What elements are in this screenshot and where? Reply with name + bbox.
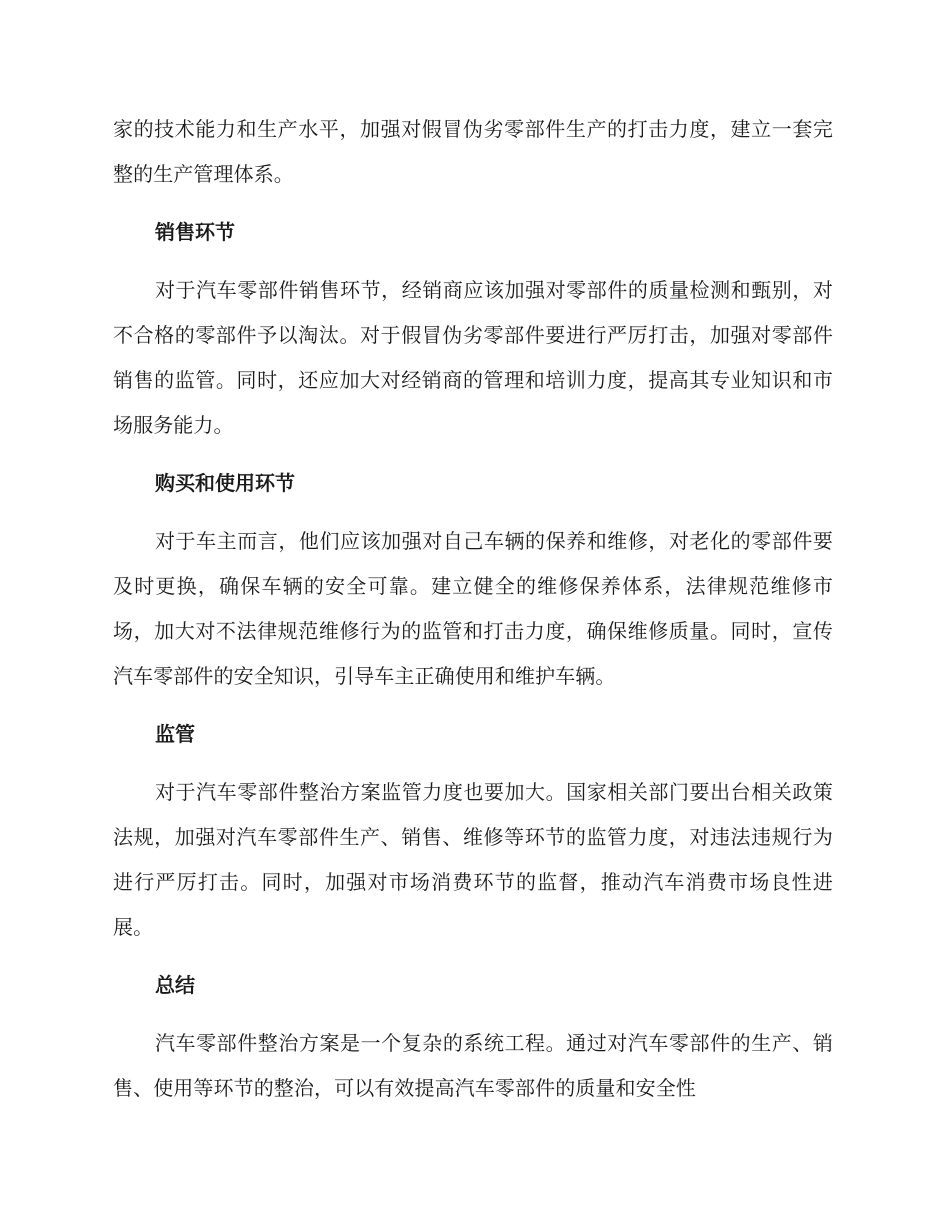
paragraph-production-continued: 家的技术能力和生产水平，加强对假冒伪劣零部件生产的打击力度，建立一套完整的生产管理体系。 [113,117,833,186]
paragraph-sales: 对于汽车零部件销售环节，经销商应该加强对零部件的质量检测和甄别，对不合格的零部件予以淘汰。对于假冒伪劣零部件要进行严厉打击，加强对零部件销售的监管。同时，还应加大对经销商的管理和培训力度，提高其专业知识和市场服务能力。 [113,278,833,437]
document-body [113,107,833,1111]
heading-supervision: 监管 [155,722,195,746]
heading-summary: 总结 [155,973,195,997]
paragraph-purchase-usage: 对于车主而言，他们应该加强对自己车辆的保养和维修，对老化的零部件要及时更换，确保车辆的安全可靠。建立健全的维修保养体系，法律规范维修市场，加大对不法律规范维修行为的监管和打击力度，确保维修质量。同时，宣传汽车零部件的安全知识，引导车主正确使用和维护车辆。 [113,529,833,688]
heading-sales: 销售环节 [155,220,235,244]
heading-purchase-usage: 购买和使用环节 [155,471,295,495]
paragraph-summary: 汽车零部件整治方案是一个复杂的系统工程。通过对汽车零部件的生产、销售、使用等环节的整治，可以有效提高汽车零部件的质量和安全性 [113,1031,833,1100]
paragraph-supervision: 对于汽车零部件整治方案监管力度也要加大。国家相关部门要出台相关政策法规，加强对汽车零部件生产、销售、维修等环节的监管力度，对违法违规行为进行严厉打击。同时，加强对市场消费环节的监督，推动汽车消费市场良性进展。 [113,780,833,939]
